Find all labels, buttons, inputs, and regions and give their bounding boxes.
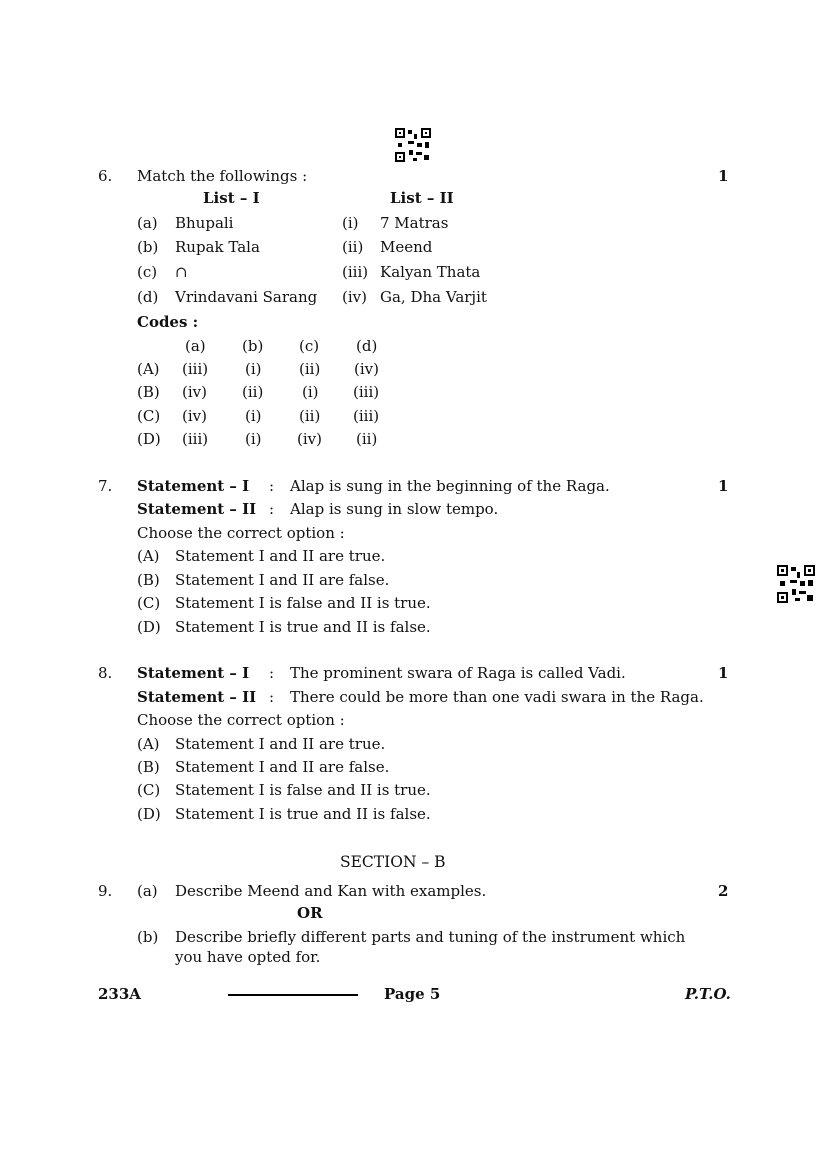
- q9-a-label: (a): [137, 882, 158, 900]
- q7-option-label: (B): [137, 571, 160, 589]
- q9-b-text-line-2: you have opted for.: [175, 948, 321, 966]
- q6-row-item: Rupak Tala: [175, 238, 260, 256]
- q6-row-item: Bhupali: [175, 214, 234, 232]
- q8-colon: :: [269, 664, 275, 682]
- q8-statement-1-text: The prominent swara of Raga is called Vadi.: [290, 664, 626, 682]
- q6-row-match: Meend: [380, 238, 433, 256]
- code-value: (i): [245, 360, 262, 378]
- code-option: (B): [137, 383, 160, 401]
- q8-choose: Choose the correct option :: [137, 711, 345, 729]
- footer-rule: [228, 994, 358, 996]
- q9-b-text-line-1: Describe briefly different parts and tuning of the instrument which: [175, 928, 686, 946]
- q7-statement-1-label: Statement – I: [137, 477, 250, 495]
- q8-marks: 1: [718, 664, 729, 682]
- code-value: (i): [245, 430, 262, 448]
- code-heading: (b): [242, 337, 264, 355]
- q7-option-label: (D): [137, 618, 161, 636]
- q7-statement-2-label: Statement – II: [137, 500, 257, 518]
- code-value: (ii): [356, 430, 378, 448]
- section-b-heading: SECTION – B: [340, 853, 446, 871]
- code-value: (iii): [353, 383, 380, 401]
- code-value: (i): [245, 407, 262, 425]
- code-value: (iii): [353, 407, 380, 425]
- q6-marks: 1: [718, 167, 729, 185]
- q9-a-text: Describe Meend and Kan with examples.: [175, 882, 487, 900]
- code-value: (iv): [297, 430, 322, 448]
- q7-option-label: (C): [137, 594, 161, 612]
- q8-colon: :: [269, 688, 275, 706]
- code-value: (ii): [299, 407, 321, 425]
- q6-row-item: Vrindavani Sarang: [175, 288, 318, 306]
- q7-option-text: Statement I is true and II is false.: [175, 618, 431, 636]
- code-value: (iii): [182, 360, 209, 378]
- code-heading: (d): [356, 337, 378, 355]
- q6-row-item: ∩: [175, 263, 188, 281]
- q8-option-label: (D): [137, 805, 161, 823]
- pto-label: P.T.O.: [685, 985, 731, 1003]
- code-value: (iii): [182, 430, 209, 448]
- q8-statement-1-label: Statement – I: [137, 664, 250, 682]
- code-option: (C): [137, 407, 161, 425]
- paper-code: 233A: [98, 985, 141, 1003]
- q7-option-label: (A): [137, 547, 160, 565]
- q6-row-roman: (iii): [342, 263, 369, 281]
- q7-marks: 1: [718, 477, 729, 495]
- q8-option-text: Statement I is false and II is true.: [175, 781, 431, 799]
- code-value: (iv): [354, 360, 379, 378]
- q6-number: 6.: [98, 167, 113, 185]
- qr-code-top-icon: [395, 128, 431, 162]
- q7-choose: Choose the correct option :: [137, 524, 345, 542]
- q6-row-roman: (i): [342, 214, 359, 232]
- q7-option-text: Statement I and II are true.: [175, 547, 386, 565]
- list-1-heading: List – I: [203, 189, 260, 207]
- code-value: (ii): [242, 383, 264, 401]
- q7-number: 7.: [98, 477, 113, 495]
- q8-option-label: (C): [137, 781, 161, 799]
- q8-statement-2-text: There could be more than one vadi swara in the Raga.: [290, 688, 704, 706]
- q7-colon: :: [269, 477, 275, 495]
- q6-row-roman: (ii): [342, 238, 364, 256]
- q9-number: 9.: [98, 882, 113, 900]
- q7-statement-2-text: Alap is sung in slow tempo.: [290, 500, 499, 518]
- q7-statement-1-text: Alap is sung in the beginning of the Raga.: [290, 477, 610, 495]
- q6-row-label: (c): [137, 263, 158, 281]
- q6-row-label: (d): [137, 288, 159, 306]
- q6-row-match: 7 Matras: [380, 214, 449, 232]
- q7-option-text: Statement I and II are false.: [175, 571, 390, 589]
- code-value: (i): [302, 383, 319, 401]
- q7-option-text: Statement I is false and II is true.: [175, 594, 431, 612]
- q6-text: Match the followings :: [137, 167, 308, 185]
- q6-row-label: (b): [137, 238, 159, 256]
- page-number: Page 5: [384, 985, 441, 1003]
- q8-option-label: (B): [137, 758, 160, 776]
- code-value: (iv): [182, 383, 207, 401]
- qr-code-side-icon: [777, 565, 815, 603]
- q6-row-match: Kalyan Thata: [380, 263, 481, 281]
- q9-b-label: (b): [137, 928, 159, 946]
- list-2-heading: List – II: [390, 189, 454, 207]
- q6-row-roman: (iv): [342, 288, 367, 306]
- code-value: (iv): [182, 407, 207, 425]
- q6-row-label: (a): [137, 214, 158, 232]
- codes-label: Codes :: [137, 313, 199, 331]
- q7-colon: :: [269, 500, 275, 518]
- code-option: (D): [137, 430, 161, 448]
- q8-statement-2-label: Statement – II: [137, 688, 257, 706]
- q8-number: 8.: [98, 664, 113, 682]
- q8-option-text: Statement I and II are false.: [175, 758, 390, 776]
- q6-row-match: Ga, Dha Varjit: [380, 288, 487, 306]
- q8-option-text: Statement I is true and II is false.: [175, 805, 431, 823]
- code-heading: (a): [185, 337, 206, 355]
- code-option: (A): [137, 360, 160, 378]
- q9-or: OR: [297, 904, 323, 922]
- q8-option-text: Statement I and II are true.: [175, 735, 386, 753]
- code-value: (ii): [299, 360, 321, 378]
- code-heading: (c): [299, 337, 320, 355]
- q9-marks: 2: [718, 882, 729, 900]
- q8-option-label: (A): [137, 735, 160, 753]
